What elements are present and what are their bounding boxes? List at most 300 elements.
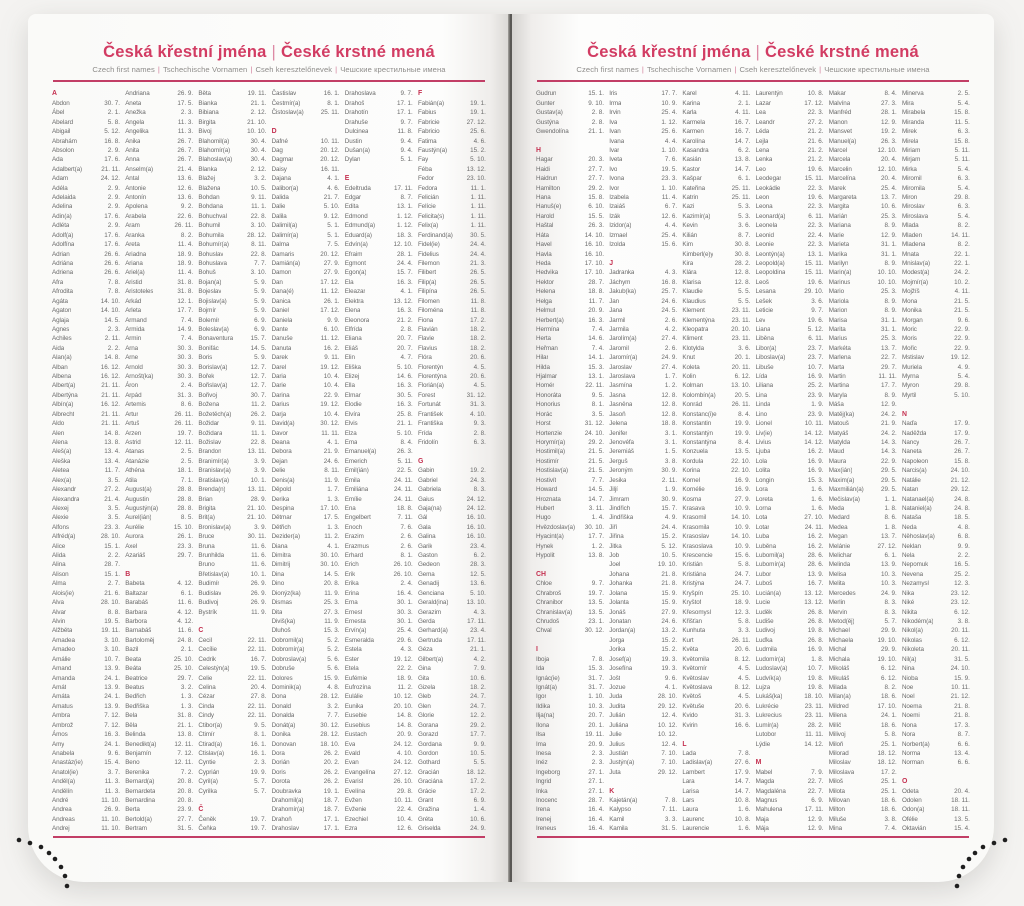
name-entry [125,99,193,108]
name-entry [609,805,677,814]
name-day-date: 19. 9. [734,420,751,428]
name-day-date: 2. 1. [738,99,751,107]
name-entry [756,325,824,334]
name-day-date: 23. 7. [807,344,824,352]
first-name: Helga [536,297,552,305]
first-name: Amand [52,665,72,673]
first-name: Dante [271,325,288,333]
name-day-date: 2. 8. [400,325,413,333]
name-entry [345,721,413,730]
name-day-date: 24. 9. [880,589,897,597]
first-name: Grácie [417,787,436,795]
name-entry [609,560,677,569]
name-entry [418,504,486,513]
name-day-date: 27. 1. [588,768,604,776]
name-day-date: 19. 9. [734,429,751,437]
name-entry [536,598,604,607]
first-name: Klára [682,269,697,277]
name-entry [418,99,486,108]
right-page [512,14,994,882]
name-day-date: 31. 3. [177,391,194,399]
name-entry [125,787,193,796]
first-name: Dorián [271,759,290,767]
first-name: Mojmír(a) [901,278,928,286]
name-entry [125,184,193,193]
name-day-date: 13. 9. [807,570,824,578]
first-name: Michael [828,627,850,635]
first-name: Nikolas [901,636,922,644]
letter-heading: G [417,457,424,465]
first-name: Léda [755,128,770,136]
name-day-date: 18. 3. [396,231,413,239]
name-day-date: 8. 2. [180,231,194,239]
first-name: Lýdie [755,740,771,748]
first-name: Ida [536,665,545,673]
name-day-date: 12. 7. [250,373,267,381]
spacer-row [609,777,677,786]
name-entry [536,372,604,381]
first-name: Matylda [828,439,851,446]
first-name: Arleta [125,307,142,315]
first-name: Gerhard(a) [417,627,448,635]
name-day-date: 13. 12. [393,297,413,305]
name-entry [682,513,750,522]
name-entry [536,193,604,202]
name-day-date: 2. 8. [473,429,486,437]
first-name: Korina [682,467,700,475]
name-day-date: 22. 3. [807,109,824,117]
name-entry [536,287,604,296]
first-name: Naneta [901,448,922,456]
name-entry [756,146,824,155]
name-day-date: 16. 9. [807,467,824,475]
name-entry [682,306,750,315]
name-entry [198,711,266,720]
name-entry [829,523,897,532]
name-entry [345,344,413,353]
name-entry [609,796,677,805]
name-entry [345,127,413,136]
name-entry [829,325,897,334]
first-name: Kornel [682,476,700,484]
name-day-date: 11. 1. [251,203,267,211]
first-name: Kašpar [682,175,702,183]
name-entry [536,674,604,683]
first-name: Augustýn(a) [125,504,159,512]
first-name: Luboš [755,580,773,588]
name-entry [345,824,413,833]
name-entry [418,711,486,720]
name-day-date: 12. 9. [880,231,897,239]
name-day-date: 16. 5. [954,561,970,569]
first-name: Eleonora [344,316,370,324]
name-entry [756,429,824,438]
name-entry [418,495,486,504]
first-name: Lev [755,316,766,324]
name-entry [345,504,413,513]
first-name: Evarist [344,778,364,786]
first-name: Cyril(a) [198,778,218,786]
first-name: Hynek [536,542,554,550]
name-entry [52,730,120,739]
name-entry [418,777,486,786]
first-name: Darel [271,363,287,371]
name-day-date: 24. 6. [661,297,678,305]
names-columns [536,89,970,833]
name-day-date: 30. 3. [396,608,413,616]
name-day-date: 17. 9. [954,429,970,437]
first-name: Nancy [901,439,920,446]
name-entry [345,400,413,409]
first-name: Doris [271,768,286,776]
name-day-date: 15. 1. [104,570,120,578]
name-day-date: 14. 8. [104,429,120,437]
name-entry [345,692,413,701]
name-day-date: 25. 1. [880,778,897,786]
name-day-date: 5. 11. [954,146,970,154]
name-entry [345,457,413,466]
name-entry [682,231,750,240]
first-name: Filip(a) [417,278,437,286]
name-day-date: 12. 8. [661,391,678,399]
first-name: Jerguš [609,457,628,465]
first-name: Mlada [901,222,919,230]
first-name: Hugo [536,514,551,522]
name-day-date: 8. 4. [738,410,751,418]
name-entry [345,711,413,720]
first-name: Donika [271,731,291,739]
name-entry [272,617,340,626]
name-day-date: 13. 11. [247,448,267,456]
first-name: Jorga [609,636,625,644]
name-day-date: 30. 11. [247,533,267,541]
name-entry [902,325,970,334]
name-entry [125,740,193,749]
first-name: Diana [271,542,288,550]
first-name: Elvis [344,420,358,428]
name-entry [902,221,970,230]
name-entry [902,570,970,579]
name-day-date: 15. 7. [250,335,267,343]
name-day-date: 18. 2. [470,683,486,691]
first-name: Areta [125,241,140,249]
name-entry [902,551,970,560]
first-name: Luba [755,533,770,541]
first-name: Metod(ěj) [828,618,855,626]
name-day-date: 4. 6. [473,137,486,145]
first-name: Dalimil(a) [271,222,298,230]
name-entry [125,287,193,296]
name-entry [829,560,897,569]
name-day-date: 7. 10. [661,759,678,767]
first-name: Bruna [198,542,215,550]
name-entry [682,579,750,588]
first-name: Etela [344,665,359,673]
name-entry [198,381,266,390]
name-day-date: 4. 8. [327,683,340,691]
name-day-date: 8. 3. [473,486,486,494]
first-name: Gwendolína [536,128,569,136]
name-entry [536,221,604,230]
first-name: Eduard(a) [344,231,372,239]
name-day-date: 7. 12. [177,749,194,757]
name-day-date: 1. 5. [664,448,678,456]
name-entry [125,400,193,409]
first-name: Cyrilka [198,787,217,795]
first-name: Ariana [125,259,143,267]
first-name: Luděk [755,608,773,616]
name-entry [902,617,970,626]
name-day-date: 8. 4. [738,439,751,446]
page-title [512,42,994,62]
name-entry [418,608,486,617]
name-day-date: 26. 6. [104,259,120,267]
first-name: Mona [901,297,918,305]
name-day-date: 14. 7. [734,787,751,795]
name-day-date: 24. 1. [104,740,120,748]
first-name: Gražina [417,806,440,814]
first-name: Natan [901,486,919,494]
name-day-date: 12. 10. [877,146,897,154]
name-day-date: 6. 9. [473,797,486,805]
name-day-date: 6. 2. [473,552,486,560]
first-name: Arzen [125,429,142,437]
name-day-date: 31. 1. [880,250,897,258]
name-entry [902,711,970,720]
first-name: Dominik(a) [271,683,302,691]
first-name: Donalda [271,712,295,720]
name-entry [198,730,266,739]
name-day-date: 20. 3. [588,156,604,164]
first-name: Antal [125,175,140,183]
name-entry [536,438,604,447]
first-name: Jasněna [609,401,633,409]
name-entry [829,485,897,494]
name-entry [272,419,340,428]
name-entry [272,316,340,325]
name-entry [682,664,750,673]
name-entry [829,99,897,108]
name-entry [609,410,677,419]
footer-rule [53,836,485,838]
name-entry [682,777,750,786]
first-name: Magda [755,778,775,786]
name-entry [125,523,193,532]
name-day-date: 30. 3. [177,363,194,371]
name-entry [52,608,120,617]
first-name: Ludvík(a) [755,674,781,682]
first-name: Lubomil(a) [755,552,785,560]
first-name: Bohuslav [198,250,224,258]
name-entry [829,259,897,268]
first-name: Lenka [755,156,773,164]
name-entry [609,391,677,400]
name-day-date: 7. 4. [180,316,194,324]
name-entry [902,485,970,494]
first-name: Ctirad(a) [198,740,222,748]
first-name: Ada [52,156,63,164]
first-name: Dalie [271,203,286,211]
first-name: Eliška [344,363,361,371]
name-day-date: 18. 2. [470,344,486,352]
first-name: Heřman [536,344,558,352]
name-entry [609,334,677,343]
first-name: Marcelin [828,165,852,173]
name-day-date: 12. 8. [734,269,751,277]
name-day-date: 11. 9. [251,608,267,616]
name-entry [125,306,193,315]
name-day-date: 26. 8. [807,618,824,626]
name-day-date: 30. 5. [396,391,413,399]
name-day-date: 11. 12. [320,335,340,343]
first-name: Nevena [901,570,924,578]
name-entry [756,438,824,447]
name-entry [418,118,486,127]
first-name: Ludmila [755,646,777,654]
name-day-date: 30. 12. [584,627,604,635]
first-name: Lola [755,457,768,465]
name-entry [272,655,340,664]
name-day-date: 22. 11. [247,636,267,644]
first-name: Jaromil [609,344,629,352]
name-entry [52,513,120,522]
first-name: Erazmus [344,542,369,550]
first-name: Emanuel(a) [344,448,377,456]
name-day-date: 3. 6. [738,344,751,352]
first-name: Irma [609,99,622,107]
name-entry [902,655,970,664]
name-day-date: 7. 11. [397,514,413,522]
name-day-date: 19. 11. [101,627,120,635]
name-entry [682,532,750,541]
name-entry [345,419,413,428]
first-name: Medea [828,523,848,531]
name-day-date: 1. 4. [473,806,486,814]
name-entry [609,598,677,607]
name-day-date: 17. 6. [104,231,120,239]
name-day-date: 24. 7. [734,570,751,578]
first-name: André [52,797,69,805]
name-entry [902,598,970,607]
first-name: Homér [536,382,555,390]
name-entry [902,146,970,155]
open-diary-book [28,14,994,882]
name-day-date: 25. 3. [880,288,897,296]
name-day-date: 21. 11. [101,382,120,390]
first-name: Milorad [828,749,849,757]
name-entry [682,815,750,824]
name-day-date: 23. 11. [804,702,824,710]
first-name: Chrudoš [536,618,560,626]
first-name: Deana [271,439,290,446]
first-name: Edgar [344,194,362,202]
name-entry [125,146,193,155]
name-day-date: 12. 8. [661,410,678,418]
name-entry [756,137,824,146]
name-day-date: 5. 4. [957,184,970,192]
name-day-date: 4. 5. [738,674,751,682]
name-entry [682,268,750,277]
name-day-date: 2. 6. [664,316,678,324]
name-entry [902,372,970,381]
name-day-date: 13. 8. [734,156,751,164]
name-day-date: 11. 6. [251,552,267,560]
name-day-date: 4. 7. [400,354,413,362]
name-entry [536,89,604,98]
first-name: Izmael [609,231,628,239]
first-name: Dobromír(a) [271,646,305,654]
first-name: Mikuláš [828,674,850,682]
first-name: Lotar [755,523,770,531]
name-entry [536,334,604,343]
first-name: Egmont [344,259,366,267]
first-name: Monika [901,307,922,315]
name-day-date: 26. 5. [470,278,486,286]
name-entry [536,692,604,701]
first-name: Juliána [609,721,629,729]
name-entry [52,589,120,598]
name-entry [272,344,340,353]
name-entry [682,560,750,569]
name-entry [418,749,486,758]
name-entry [829,137,897,146]
name-day-date: 28. 7. [588,278,604,286]
name-entry [829,626,897,635]
header-rule [53,80,485,82]
first-name: Kastor [682,165,700,173]
name-entry [609,768,677,777]
letter-heading: O [901,778,908,786]
name-day-date: 28. 2. [734,259,751,267]
name-entry [756,815,824,824]
first-name: Ámos [52,731,68,739]
subtitle-segment: Cseh keresztelőnevek [739,65,817,74]
name-entry [125,89,193,98]
name-entry [345,551,413,560]
first-name: Hostimil(a) [536,448,565,456]
name-day-date: 20. 10. [731,325,751,333]
name-day-date: 8. 12. [734,683,751,691]
name-day-date: 4. 11. [735,90,751,98]
name-day-date: 13. 5. [734,448,751,456]
name-entry [345,193,413,202]
name-day-date: 11. 1. [251,429,267,437]
name-day-date: 11. 6. [251,561,267,569]
first-name: Aletea [52,467,70,475]
first-name: Albert(a) [52,382,76,390]
name-day-date: 17. 10. [877,702,897,710]
first-name: Bojan(a) [198,278,222,286]
first-name: Konzuela [682,448,708,456]
name-entry [345,438,413,447]
first-name: Květa [682,646,698,654]
name-entry [682,184,750,193]
name-day-date: 5. 4. [957,165,970,173]
first-name: Oktavián [901,825,926,833]
first-name: Ella [344,382,355,390]
name-day-date: 17. 7. [661,90,678,98]
name-day-date: 17. 9. [734,768,751,776]
name-entry [272,108,340,117]
first-name: Evald [344,749,361,757]
name-day-date: 2. 7. [107,580,120,588]
name-day-date: 31. 1. [880,241,897,249]
first-name: Jasna [609,391,626,399]
name-day-date: 8. 1. [400,552,413,560]
first-name: Azariáš [125,552,146,560]
name-day-date: 23. 4. [470,627,486,635]
first-name: Bianka [198,99,218,107]
